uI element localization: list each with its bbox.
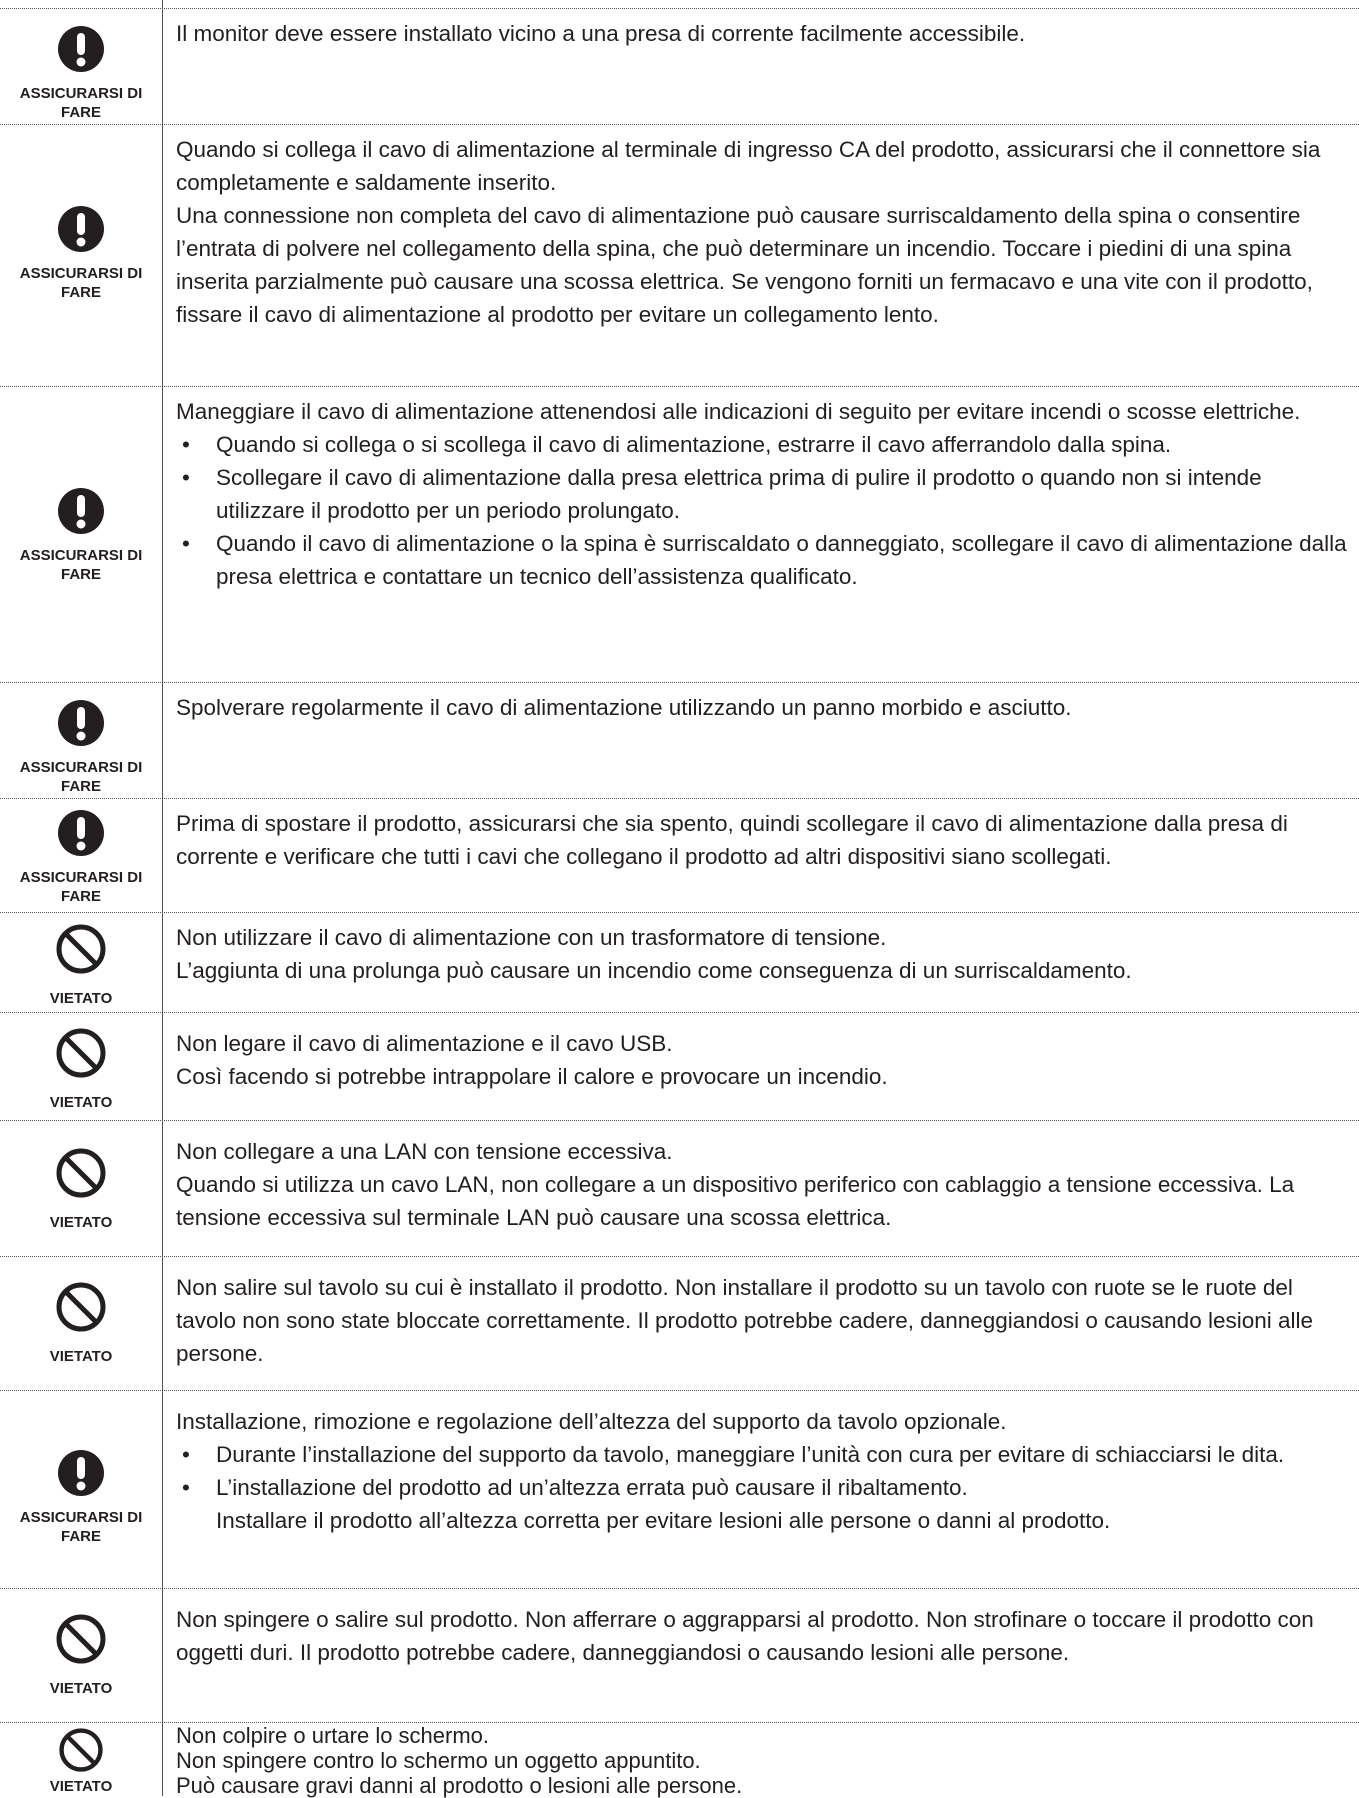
- icon-label: ASSICURARSI DI FARE: [19, 547, 143, 583]
- paragraph: Non legare il cavo di alimentazione e il cavo USB.: [176, 1031, 673, 1056]
- icon-label: VIETATO: [49, 1348, 113, 1365]
- exclamation-icon: [57, 699, 105, 747]
- icon-label: ASSICURARSI DI FARE: [19, 265, 143, 301]
- prohibition-icon: [55, 1281, 107, 1333]
- bullet-text: Durante l’installazione del supporto da tavolo, maneggiare l’unità con cura per evitare di schiacciarsi le dita.: [216, 1442, 1285, 1467]
- icon-label: ASSICURARSI DI FARE: [19, 869, 143, 905]
- safety-icon: [0, 1027, 162, 1112]
- bullet-glyph: •: [182, 432, 190, 457]
- safety-row: [0, 1391, 1359, 1589]
- safety-row: [0, 1121, 1359, 1257]
- bullet-glyph: •: [182, 1442, 190, 1467]
- bullet-glyph: •: [182, 1475, 190, 1500]
- bullet-text: L’installazione del prodotto ad un’altezza errata può causare il ribaltamento.: [216, 1475, 968, 1500]
- row-text: [176, 1405, 1347, 1537]
- icon-label: VIETATO: [49, 1778, 113, 1795]
- row-text: [176, 1135, 1347, 1234]
- row-text: [176, 17, 1347, 50]
- bullet-item: [176, 1471, 1347, 1537]
- safety-row: [0, 799, 1359, 913]
- safety-icon: [0, 923, 162, 1008]
- icon-label: ASSICURARSI DI FARE: [19, 85, 143, 121]
- row-text: [176, 691, 1347, 724]
- safety-row: [0, 1257, 1359, 1391]
- paragraph: Non collegare a una LAN con tensione eccessiva.: [176, 1139, 673, 1164]
- exclamation-icon: [57, 25, 105, 73]
- safety-row: [0, 387, 1359, 683]
- prohibition-icon: [58, 1727, 104, 1773]
- paragraph: Quando si collega il cavo di alimentazione al terminale di ingresso CA del prodotto, assicurarsi che il connettore sia completamente e saldamente inserito.: [176, 137, 1321, 195]
- paragraph: Non spingere o salire sul prodotto. Non afferrare o aggrapparsi al prodotto. Non strofinare o toccare il prodotto con oggetti duri. Il prodotto potrebbe cadere, danneggiandosi o causando lesioni alle persone.: [176, 1607, 1314, 1665]
- exclamation-icon: [57, 809, 105, 857]
- paragraph: Maneggiare il cavo di alimentazione attenendosi alle indicazioni di seguito per evitare incendi o scosse elettriche.: [176, 399, 1301, 424]
- safety-icon: [0, 699, 162, 796]
- bullet-text-continued: Installare il prodotto all’altezza corretta per evitare lesioni alle persone o danni al prodotto.: [216, 1508, 1111, 1533]
- row-text: [176, 1723, 1347, 1798]
- row-text: [176, 133, 1347, 331]
- safety-row: [0, 1723, 1359, 1796]
- safety-icon: [0, 205, 162, 302]
- paragraph: L’aggiunta di una prolunga può causare un incendio come conseguenza di un surriscaldamento.: [176, 958, 1132, 983]
- paragraph: Quando si utilizza un cavo LAN, non collegare a un dispositivo periferico con cablaggio a tensione eccessiva. La tensione eccessiva sul terminale LAN può causare una scossa elettrica.: [176, 1172, 1295, 1230]
- safety-row: [0, 9, 1359, 125]
- icon-label: ASSICURARSI DI FARE: [19, 1509, 143, 1545]
- paragraph: Così facendo si potrebbe intrappolare il calore e provocare un incendio.: [176, 1064, 888, 1089]
- safety-icon: [0, 487, 162, 584]
- paragraph: Prima di spostare il prodotto, assicurarsi che sia spento, quindi scollegare il cavo di alimentazione dalla presa di corrente e verificare che tutti i cavi che collegano il prodotto ad altri dispositivi siano scollegati.: [176, 811, 1288, 869]
- row-text: [176, 395, 1347, 593]
- safety-row: [0, 1589, 1359, 1723]
- prohibition-icon: [55, 923, 107, 975]
- prohibition-icon: [55, 1147, 107, 1199]
- safety-row: [0, 913, 1359, 1013]
- safety-icon: [0, 1613, 162, 1698]
- prohibition-icon: [55, 1613, 107, 1665]
- paragraph: Non salire sul tavolo su cui è installato il prodotto. Non installare il prodotto su un tavolo con ruote se le ruote del tavolo non sono state bloccate correttamente. Il prodotto potrebbe cadere, danneggiandosi o causando lesioni alle persone.: [176, 1275, 1314, 1366]
- bullet-item: [176, 461, 1347, 527]
- bullet-glyph: •: [182, 465, 190, 490]
- safety-row: [0, 1013, 1359, 1121]
- icon-label: VIETATO: [49, 990, 113, 1007]
- bullet-item: [176, 428, 1347, 461]
- paragraph: Non spingere contro lo schermo un oggetto appuntito.: [176, 1748, 701, 1773]
- bullet-item: [176, 1438, 1347, 1471]
- icon-label: VIETATO: [49, 1680, 113, 1697]
- row-text: [176, 1271, 1347, 1370]
- safety-icon: [0, 1281, 162, 1366]
- exclamation-icon: [57, 205, 105, 253]
- row-text: [176, 1603, 1347, 1669]
- icon-label: VIETATO: [49, 1094, 113, 1111]
- icon-label: VIETATO: [49, 1214, 113, 1231]
- row-text: [176, 1027, 1347, 1093]
- safety-icon: [0, 1727, 162, 1796]
- bullet-glyph: •: [182, 531, 190, 556]
- safety-icon: [0, 809, 162, 906]
- icon-label: ASSICURARSI DI FARE: [19, 759, 143, 795]
- safety-icon: [0, 25, 162, 122]
- prohibition-icon: [55, 1027, 107, 1079]
- safety-row: [0, 125, 1359, 387]
- bullet-text: Quando si collega o si scollega il cavo di alimentazione, estrarre il cavo afferrandolo dalla spina.: [216, 432, 1172, 457]
- row-text: [176, 807, 1347, 873]
- safety-row: [0, 683, 1359, 799]
- paragraph: Il monitor deve essere installato vicino a una presa di corrente facilmente accessibile.: [176, 21, 1026, 46]
- exclamation-icon: [57, 1449, 105, 1497]
- exclamation-icon: [57, 487, 105, 535]
- paragraph: Una connessione non completa del cavo di alimentazione può causare surriscaldamento della spina o consentire l’entrata di polvere nel collegamento della spina, che può determinare un incendio. Toccare i piedini di una spina inserita parzialmente può causare una scossa elettrica. Se vengono forniti un fermacavo e una vite con il prodotto, fissare il cavo di alimentazione al prodotto per evitare un collegamento lento.: [176, 203, 1313, 327]
- safety-icon: [0, 1449, 162, 1546]
- bullet-text: Quando il cavo di alimentazione o la spina è surriscaldato o danneggiato, scollegare il cavo di alimentazione dalla presa elettrica e contattare un tecnico dell’assistenza qualificato.: [216, 531, 1347, 589]
- paragraph: Spolverare regolarmente il cavo di alimentazione utilizzando un panno morbido e asciutto.: [176, 695, 1072, 720]
- row-text: [176, 921, 1347, 987]
- paragraph: Non colpire o urtare lo schermo.: [176, 1723, 490, 1748]
- paragraph: Non utilizzare il cavo di alimentazione con un trasformatore di tensione.: [176, 925, 887, 950]
- safety-icon: [0, 1147, 162, 1232]
- paragraph: Può causare gravi danni al prodotto o lesioni alle persone.: [176, 1773, 743, 1798]
- bullet-item: [176, 527, 1347, 593]
- bullet-text: Scollegare il cavo di alimentazione dalla presa elettrica prima di pulire il prodotto o quando non si intende utilizzare il prodotto per un periodo prolungato.: [216, 465, 1262, 523]
- paragraph: Installazione, rimozione e regolazione dell’altezza del supporto da tavolo opzionale.: [176, 1409, 1007, 1434]
